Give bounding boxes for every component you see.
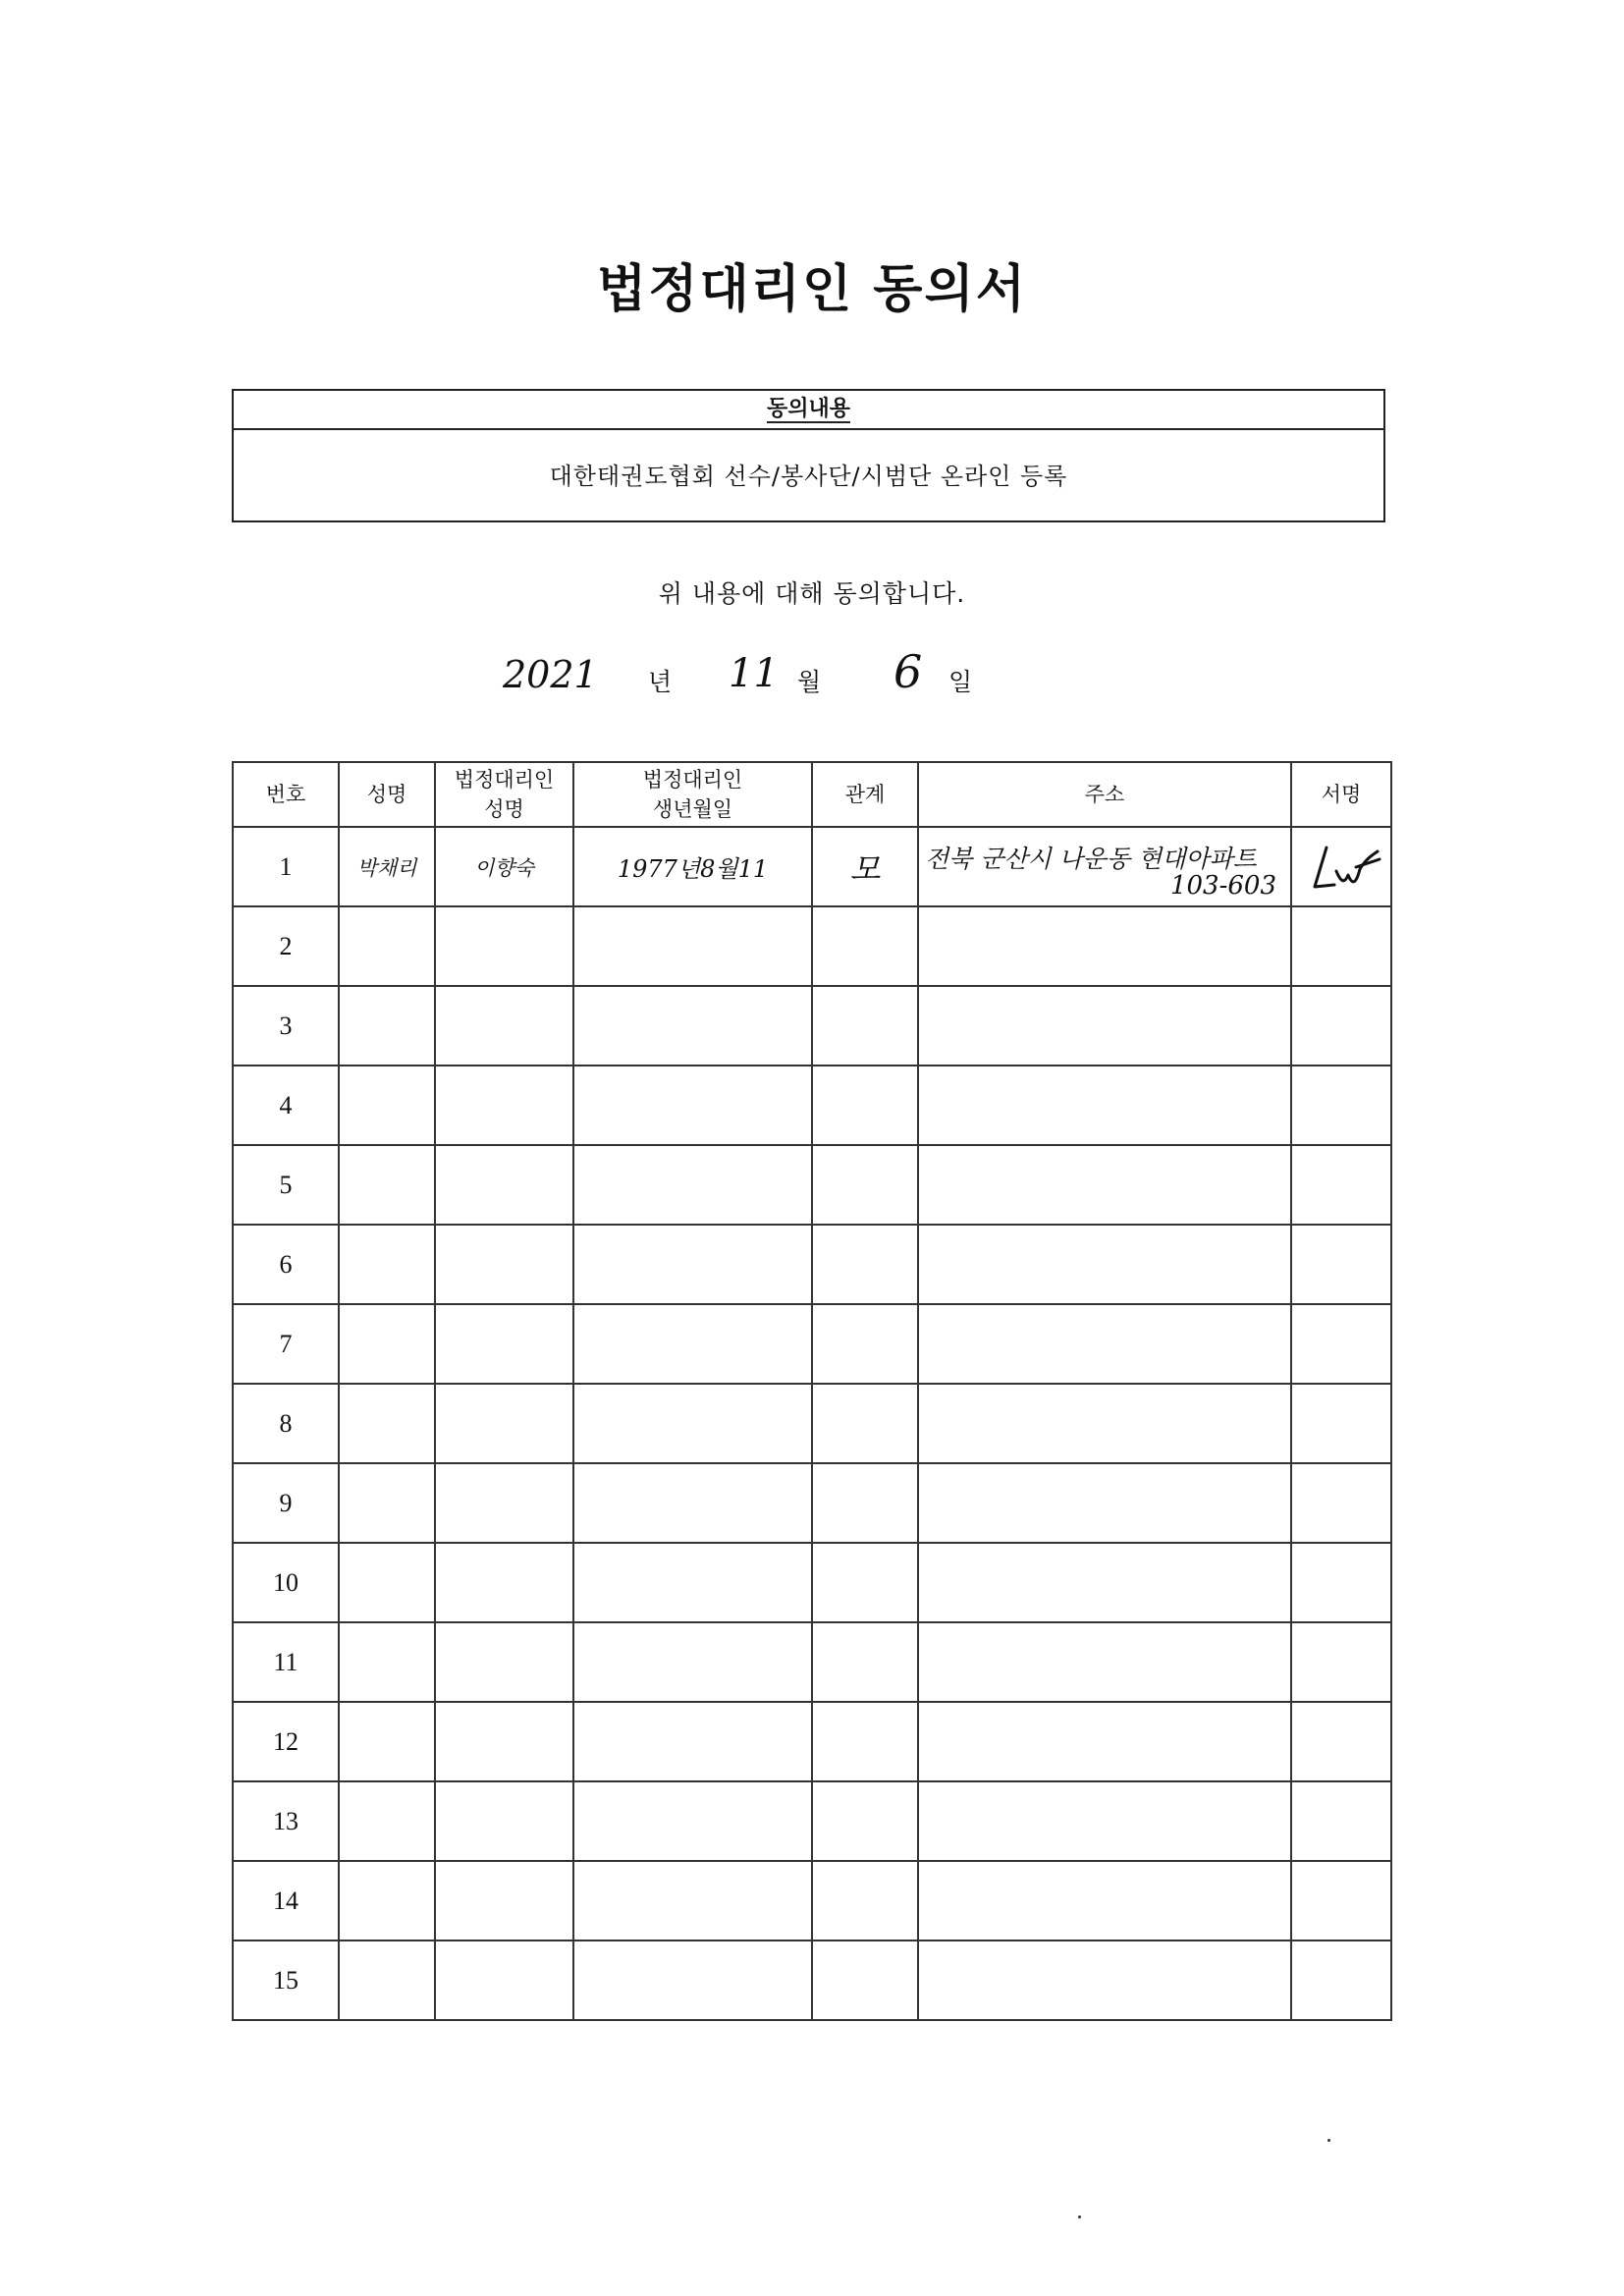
row-relation bbox=[812, 1066, 918, 1145]
row-relation bbox=[812, 1384, 918, 1463]
row-name bbox=[339, 1781, 435, 1861]
date-line bbox=[0, 645, 1624, 712]
row-name bbox=[339, 906, 435, 986]
row-relation bbox=[812, 1622, 918, 1702]
row-guardian-name bbox=[435, 986, 573, 1066]
row-address bbox=[918, 1702, 1291, 1781]
header-address: 주소 bbox=[918, 762, 1291, 827]
row-guardian-birth bbox=[573, 1941, 812, 2020]
row-guardian-birth bbox=[573, 1384, 812, 1463]
row-guardian-birth bbox=[573, 1304, 812, 1384]
row-name bbox=[339, 1384, 435, 1463]
row-guardian-birth bbox=[573, 1861, 812, 1941]
consent-body: 대한태권도협회 선수/봉사단/시범단 온라인 등록 bbox=[549, 463, 1068, 490]
row-name bbox=[339, 1543, 435, 1622]
row-guardian-name bbox=[435, 1145, 573, 1225]
row-signature bbox=[1291, 1543, 1391, 1622]
row-signature bbox=[1291, 1622, 1391, 1702]
row-guardian-name bbox=[435, 1781, 573, 1861]
row-signature bbox=[1291, 1384, 1391, 1463]
date-month-unit: 월 bbox=[797, 668, 822, 696]
row-guardian-birth bbox=[573, 1463, 812, 1543]
row-guardian-name bbox=[435, 1622, 573, 1702]
address-line-1: 전북 군산시 나운동 현대아파트 bbox=[925, 845, 1257, 873]
row-guardian-birth bbox=[573, 906, 812, 986]
row-address bbox=[918, 1861, 1291, 1941]
row-address bbox=[918, 906, 1291, 986]
row-relation bbox=[812, 1145, 918, 1225]
table-row bbox=[233, 1463, 1391, 1543]
row-signature bbox=[1291, 986, 1391, 1066]
row-relation: 모 bbox=[812, 827, 918, 906]
table-row bbox=[233, 1066, 1391, 1145]
table-row bbox=[233, 1384, 1391, 1463]
date-day-handwritten: 6 bbox=[893, 645, 923, 698]
row-address bbox=[918, 1543, 1291, 1622]
row-address bbox=[918, 1384, 1291, 1463]
row-number: 11 bbox=[233, 1622, 339, 1702]
row-guardian-birth bbox=[573, 1225, 812, 1304]
row-number: 7 bbox=[233, 1304, 339, 1384]
row-relation bbox=[812, 1781, 918, 1861]
row-guardian-name bbox=[435, 1543, 573, 1622]
row-relation bbox=[812, 1304, 918, 1384]
row-signature bbox=[1291, 1861, 1391, 1941]
row-number: 2 bbox=[233, 906, 339, 986]
row-address bbox=[918, 1145, 1291, 1225]
row-name bbox=[339, 1463, 435, 1543]
row-signature bbox=[1291, 1304, 1391, 1384]
header-number: 번호 bbox=[233, 762, 339, 827]
row-relation bbox=[812, 1225, 918, 1304]
row-guardian-name bbox=[435, 1066, 573, 1145]
row-name bbox=[339, 1066, 435, 1145]
row-number: 12 bbox=[233, 1702, 339, 1781]
scan-speck bbox=[1078, 2215, 1081, 2218]
row-address bbox=[918, 1304, 1291, 1384]
row-guardian-name bbox=[435, 1225, 573, 1304]
row-guardian-birth bbox=[573, 1066, 812, 1145]
header-name: 성명 bbox=[339, 762, 435, 827]
row-number: 6 bbox=[233, 1225, 339, 1304]
guardian-roster-table bbox=[232, 761, 1392, 2021]
document-title: 법정대리인 동의서 bbox=[597, 260, 1027, 319]
row-signature bbox=[1291, 827, 1391, 906]
table-row bbox=[233, 906, 1391, 986]
row-number: 4 bbox=[233, 1066, 339, 1145]
row-name bbox=[339, 1304, 435, 1384]
table-row bbox=[233, 986, 1391, 1066]
address-line-2: 103-603 bbox=[1169, 871, 1276, 901]
date-day-unit: 일 bbox=[948, 668, 973, 696]
consent-content-box bbox=[232, 389, 1385, 522]
consent-header bbox=[234, 391, 1383, 430]
row-signature bbox=[1291, 906, 1391, 986]
table-row bbox=[233, 1941, 1391, 2020]
row-number: 15 bbox=[233, 1941, 339, 2020]
scan-speck bbox=[1327, 2139, 1330, 2142]
row-relation bbox=[812, 1463, 918, 1543]
row-name bbox=[339, 1145, 435, 1225]
row-signature bbox=[1291, 1463, 1391, 1543]
row-guardian-birth: 1977년8월11 bbox=[573, 827, 812, 906]
row-guardian-birth bbox=[573, 1543, 812, 1622]
row-signature bbox=[1291, 1781, 1391, 1861]
table-row bbox=[233, 1304, 1391, 1384]
row-address bbox=[918, 1622, 1291, 1702]
table-header-row bbox=[233, 762, 1391, 827]
row-number: 3 bbox=[233, 986, 339, 1066]
row-guardian-name bbox=[435, 1941, 573, 2020]
row-number: 5 bbox=[233, 1145, 339, 1225]
date-year-unit: 년 bbox=[648, 668, 673, 696]
row-name bbox=[339, 1941, 435, 2020]
row-guardian-name bbox=[435, 1702, 573, 1781]
consent-header-label: 동의내용 bbox=[766, 397, 850, 421]
row-number: 1 bbox=[233, 827, 339, 906]
row-relation bbox=[812, 1702, 918, 1781]
row-guardian-birth bbox=[573, 1145, 812, 1225]
table-row bbox=[233, 1543, 1391, 1622]
row-address bbox=[918, 986, 1291, 1066]
row-relation bbox=[812, 986, 918, 1066]
row-signature bbox=[1291, 1702, 1391, 1781]
row-relation bbox=[812, 1543, 918, 1622]
row-number: 8 bbox=[233, 1384, 339, 1463]
row-address bbox=[918, 1781, 1291, 1861]
row-number: 14 bbox=[233, 1861, 339, 1941]
row-guardian-name: 이향숙 bbox=[435, 827, 573, 906]
row-name bbox=[339, 986, 435, 1066]
row-guardian-birth bbox=[573, 1702, 812, 1781]
row-signature bbox=[1291, 1225, 1391, 1304]
handwritten-signature-icon bbox=[1297, 830, 1385, 899]
row-name: 박채리 bbox=[339, 827, 435, 906]
date-month-handwritten: 11 bbox=[729, 651, 779, 696]
row-guardian-name bbox=[435, 906, 573, 986]
row-relation bbox=[812, 1861, 918, 1941]
row-guardian-name bbox=[435, 1463, 573, 1543]
table-row bbox=[233, 1702, 1391, 1781]
row-guardian-birth bbox=[573, 986, 812, 1066]
row-signature bbox=[1291, 1066, 1391, 1145]
row-number: 10 bbox=[233, 1543, 339, 1622]
row-guardian-birth bbox=[573, 1622, 812, 1702]
row-guardian-name bbox=[435, 1861, 573, 1941]
row-name bbox=[339, 1225, 435, 1304]
table-row bbox=[233, 1861, 1391, 1941]
row-guardian-birth bbox=[573, 1781, 812, 1861]
date-year-handwritten: 2021 bbox=[503, 653, 598, 696]
table-row bbox=[233, 1225, 1391, 1304]
row-address bbox=[918, 827, 1291, 906]
row-guardian-name bbox=[435, 1384, 573, 1463]
row-address bbox=[918, 1225, 1291, 1304]
header-relation: 관계 bbox=[812, 762, 918, 827]
row-name bbox=[339, 1622, 435, 1702]
table-row bbox=[233, 1145, 1391, 1225]
row-address bbox=[918, 1066, 1291, 1145]
row-name bbox=[339, 1702, 435, 1781]
table-row bbox=[233, 1781, 1391, 1861]
row-guardian-name bbox=[435, 1304, 573, 1384]
table-row bbox=[233, 1622, 1391, 1702]
row-address bbox=[918, 1941, 1291, 2020]
row-number: 9 bbox=[233, 1463, 339, 1543]
agreement-statement: 위 내용에 대해 동의합니다. bbox=[658, 579, 966, 608]
row-relation bbox=[812, 1941, 918, 2020]
row-signature bbox=[1291, 1145, 1391, 1225]
header-guardian-birth: 법정대리인 생년월일 bbox=[573, 762, 812, 827]
row-relation bbox=[812, 906, 918, 986]
header-guardian-name: 법정대리인 성명 bbox=[435, 762, 573, 827]
row-address bbox=[918, 1463, 1291, 1543]
table-row bbox=[233, 827, 1391, 906]
row-signature bbox=[1291, 1941, 1391, 2020]
row-name bbox=[339, 1861, 435, 1941]
row-number: 13 bbox=[233, 1781, 339, 1861]
header-signature: 서명 bbox=[1291, 762, 1391, 827]
